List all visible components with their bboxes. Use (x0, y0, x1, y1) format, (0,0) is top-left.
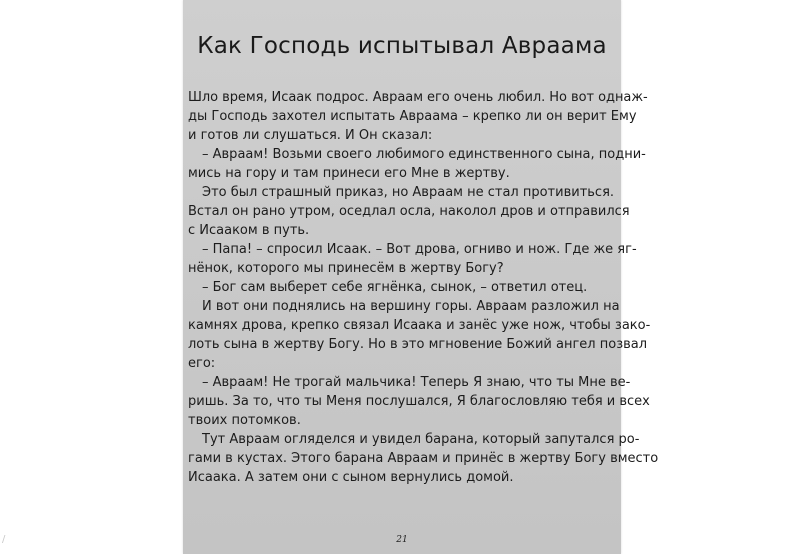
text-line-5: Это был страшный приказ, но Авраам не стал противиться. (202, 185, 615, 200)
text-line-1b-text: ды Господь захотел испытать Авраама – крепко ли он верит Ему (188, 109, 637, 124)
story-text (188, 88, 659, 487)
text-line-8a-text: – Папа! – спросил Исаак. – Вот дрова, огниво и нож. Где же яг- (202, 242, 637, 257)
text-line-18: гами в кустах. Этого барана Авраам и принёс в жертву Богу вместо (188, 451, 659, 466)
text-line-13: его: (188, 356, 216, 371)
text-line-7: с Исааком в путь. (188, 223, 310, 238)
corner-mark: / (2, 534, 6, 545)
text-line-8b-text: нёнок, которого мы принесём в жертву Богу? (188, 261, 504, 276)
text-line-3: – Авраам! Возьми своего любимого единственного сына, подни- (202, 147, 646, 162)
text-line-1a: Шло время, Исаак подрос. Авраам его очень любил. Но вот однаж- (188, 90, 648, 105)
text-line-2: и готов ли слушаться. И Он сказал: (188, 128, 433, 143)
text-line-15: ришь. За то, что ты Меня послушался, Я благословляю тебя и всех (188, 394, 650, 409)
text-line-8a (188, 240, 637, 259)
text-line-6: Встал он рано утром, оседлал осла, наколол дров и отправился (188, 204, 630, 219)
text-line-9: – Бог сам выберет себе ягнёнка, сынок, – ответил отец. (202, 280, 588, 295)
text-line-1 (188, 88, 648, 107)
text-line-12: лоть сына в жертву Богу. Но в это мгновение Божий ангел позвал (188, 337, 648, 352)
text-line-4: мись на гору и там принеси его Мне в жертву. (188, 166, 510, 181)
text-line-8b (188, 259, 618, 278)
text-line-11: камнях дрова, крепко связал Исаака и занёс уже нож, чтобы зако- (188, 318, 651, 333)
text-line-10: И вот они поднялись на вершину горы. Авраам разложил на (202, 299, 620, 314)
page-number: 21 (396, 535, 408, 545)
text-line-17: Тут Авраам огляделся и увидел барана, который запутался ро- (202, 432, 640, 447)
book-page (183, 0, 659, 554)
page-title: Как Господь испытывал Авраама (197, 33, 607, 59)
text-line-16: твоих потомков. (188, 413, 301, 428)
text-line-14: – Авраам! Не трогай мальчика! Теперь Я знаю, что ты Мне ве- (202, 375, 631, 390)
text-line-19: Исаака. А затем они с сыном вернулись домой. (188, 470, 514, 485)
text-line-1b (188, 107, 637, 126)
